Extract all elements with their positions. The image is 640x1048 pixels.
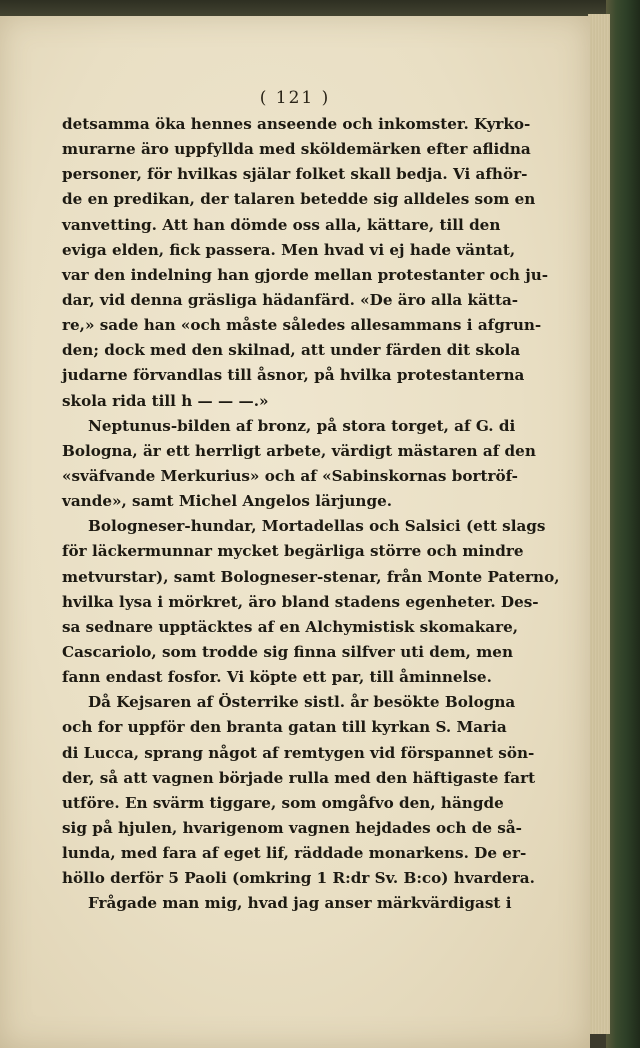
text-line: höllo derför 5 Paoli (omkring 1 R:dr Sv. B:co) hvardera.: [62, 869, 535, 888]
text-line: eviga elden, fick passera. Men hvad vi ej hade väntat,: [62, 240, 516, 259]
text-line: detsamma öka hennes anseende och inkomster. Kyrko-: [62, 115, 531, 133]
text-line: Frågade man mig, hvad jag anser märkvärdigast i: [88, 894, 512, 913]
text-line: vande», samt Michel Angelos lärjunge.: [62, 492, 393, 511]
text-line: var den indelning han gjorde mellan protestanter och ju-: [62, 265, 549, 284]
text-line: fann endast fosfor. Vi köpte ett par, till åminnelse.: [62, 668, 492, 687]
text-line: personer, för hvilkas själar folket skall bedja. Vi afhör-: [62, 165, 528, 184]
text-line: der, så att vagnen började rulla med den häftigaste fart: [62, 768, 536, 787]
page-number: ( 121 ): [259, 88, 331, 108]
text-line: sig på hjulen, hvarigenom vagnen hejdades och de så-: [62, 818, 522, 837]
text-line: Cascariolo, som trodde sig finna silfver uti dem, men: [62, 642, 514, 661]
text-line: Då Kejsaren af Österrike sistl. år besökte Bologna: [88, 693, 516, 712]
body-text: [62, 112, 560, 917]
text-line: lunda, med fara af eget lif, räddade monarkens. De er-: [62, 844, 527, 863]
text-line: skola rida till h — — —.»: [62, 391, 269, 410]
text-line: Bologneser-hundar, Mortadellas och Salsici (ett slags: [88, 517, 546, 536]
text-line: murarne äro uppfyllda med sköldemärken efter aflidna: [62, 140, 531, 159]
text-line: den; dock med den skilnad, att under färden dit skola: [62, 341, 521, 360]
text-line: utföre. En svärm tiggare, som omgåfvo den, hängde: [62, 793, 504, 812]
text-line: Neptunus-bilden af bronz, på stora torget, af G. di: [88, 416, 516, 435]
text-line: re,» sade han «och måste således allesammans i afgrun-: [62, 316, 542, 335]
text-line: judarne förvandlas till åsnor, på hvilka protestanterna: [62, 366, 525, 385]
text-line: Bologna, är ett herrligt arbete, värdigt mästaren af den: [62, 441, 536, 460]
book-cover-right-edge: [606, 0, 640, 1048]
text-line: hvilka lysa i mörkret, äro bland stadens egenheter. Des-: [62, 592, 539, 611]
text-line: och for uppför den branta gatan till kyrkan S. Maria: [62, 718, 507, 737]
text-line: di Lucca, sprang något af remtygen vid förspannet sön-: [62, 743, 535, 762]
page-stack-edges: [588, 14, 610, 1034]
text-line: «sväfvande Merkurius» och af «Sabinskornas bortröf-: [62, 466, 518, 485]
text-line: för läckermunnar mycket begärliga större och mindre: [62, 542, 524, 561]
text-line: metvurstar), samt Bologneser-stenar, från Monte Paterno,: [62, 567, 560, 586]
text-line: vanvetting. Att han dömde oss alla, kättare, till den: [62, 215, 501, 234]
text-line: dar, vid denna gräsliga hädanfärd. «De äro alla kätta-: [62, 290, 519, 309]
text-line: de en predikan, der talaren betedde sig alldeles som en: [62, 190, 536, 209]
text-line: sa sednare upptäcktes af en Alchymistisk skomakare,: [62, 617, 519, 636]
